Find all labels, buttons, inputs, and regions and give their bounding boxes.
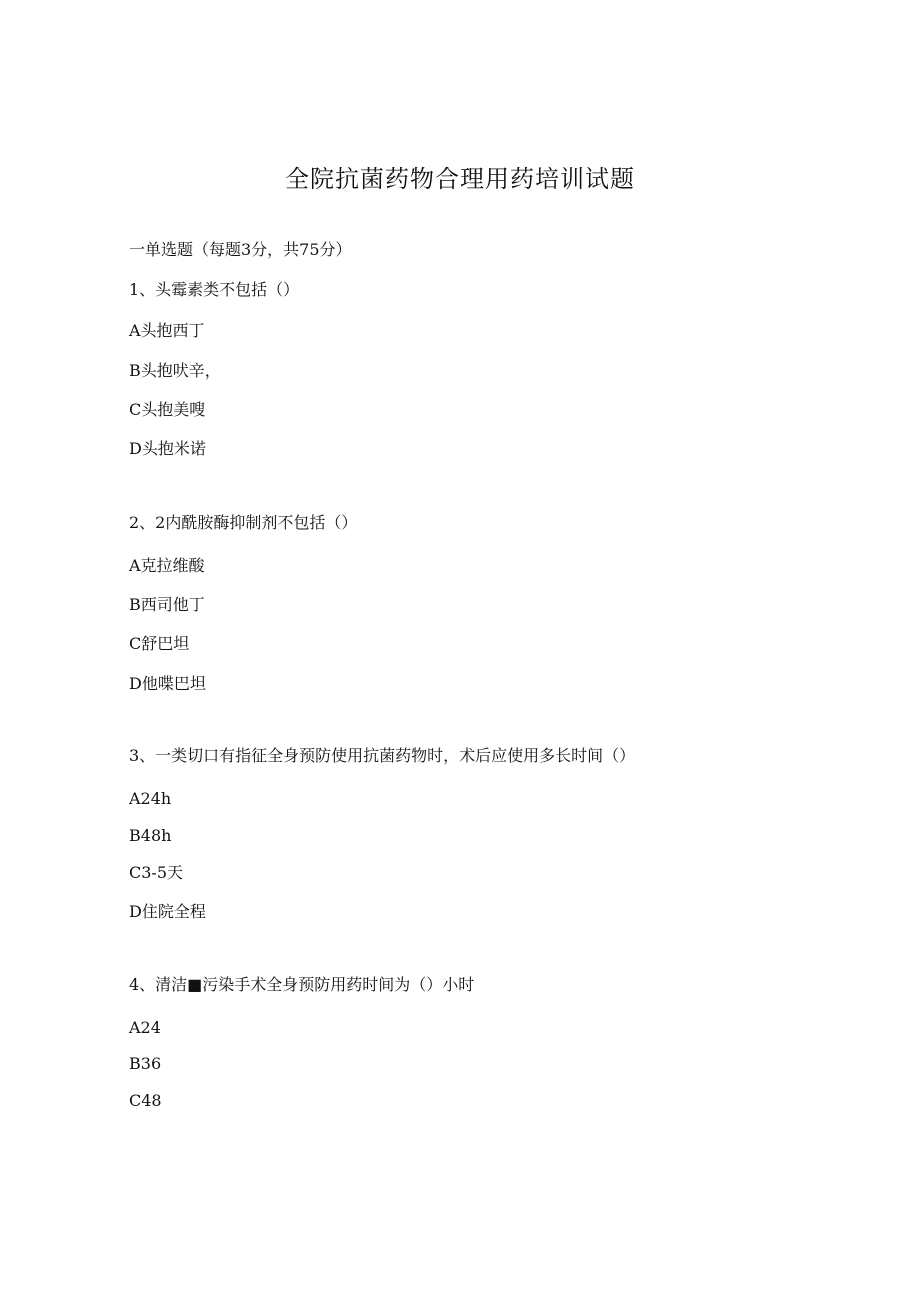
question-2-option-c: C舒巴坦 — [129, 634, 190, 653]
document-title: 全院抗菌药物合理用药培训试题 — [285, 165, 635, 193]
question-2-option-a: A克拉维酸 — [129, 556, 205, 575]
question-3-option-c: C3-5天 — [129, 863, 184, 882]
question-1-option-b: B头抱吠辛， — [129, 361, 221, 380]
question-2-stem: 2、2内酰胺酶抑制剂不包括（） — [129, 513, 358, 532]
question-4-option-c: C48 — [129, 1091, 162, 1110]
question-3-option-a: A24h — [129, 789, 172, 808]
question-4-stem: 4、清洁■污染手术全身预防用药时间为（）小时 — [129, 975, 475, 994]
question-3-option-b: B48h — [129, 826, 172, 845]
question-1-stem: 1、头霉素类不包括（） — [129, 280, 300, 299]
question-3-option-d: D住院全程 — [129, 902, 206, 921]
question-1-option-d: D头抱米诺 — [129, 439, 206, 458]
question-4-option-b: B36 — [129, 1054, 162, 1073]
question-1-option-c: C头抱美嗖 — [129, 400, 206, 419]
question-1-option-a: A头抱西丁 — [129, 321, 205, 340]
question-2-option-b: B西司他丁 — [129, 595, 205, 614]
question-2-option-d: D他喋巴坦 — [129, 674, 206, 693]
section-heading: 一单选题（每题3分，共75分） — [129, 240, 352, 259]
question-3-stem: 3、一类切口有指征全身预防使用抗菌药物时，术后应使用多长时间（） — [129, 746, 636, 765]
question-4-option-a: A24 — [129, 1018, 161, 1037]
